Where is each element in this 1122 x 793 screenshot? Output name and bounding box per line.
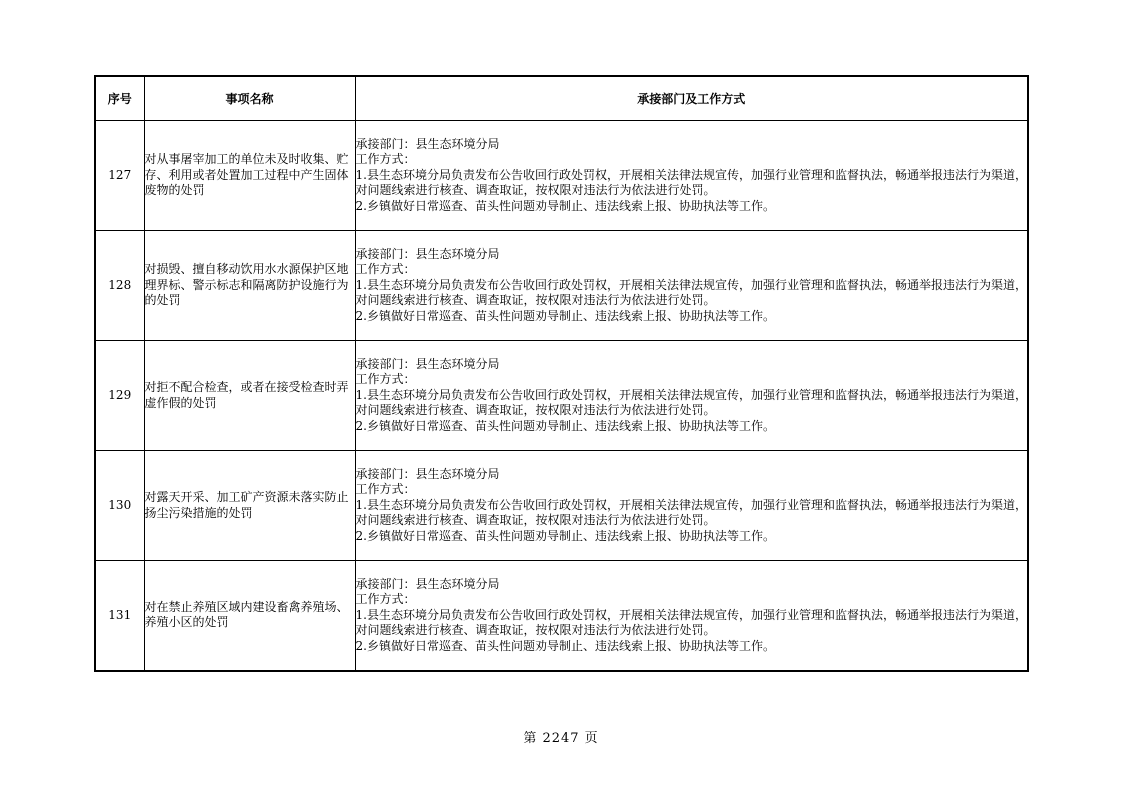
table-row — [95, 561, 1028, 671]
method-item-2: 2.乡镇做好日常巡查、苗头性问题劝导制止、违法线索上报、协助执法等工作。 — [355, 308, 775, 323]
department-label: 承接部门：县生态环境分局 — [355, 136, 500, 151]
matter-name-cell: 对从事屠宰加工的单位未及时收集、贮存、利用或者处置加工过程中产生固体废物的处罚 — [144, 121, 355, 231]
table-row — [95, 121, 1028, 231]
department-label: 承接部门：县生态环境分局 — [355, 466, 500, 481]
header-serial-number: 序号 — [95, 76, 144, 121]
method-label: 工作方式： — [355, 482, 416, 497]
department-method-cell — [355, 341, 1028, 451]
method-label: 工作方式： — [355, 372, 416, 387]
serial-number-cell: 129 — [95, 341, 144, 451]
serial-number-cell: 131 — [95, 561, 144, 671]
department-method-cell — [355, 231, 1028, 341]
matter-name-cell: 对在禁止养殖区域内建设畜禽养殖场、养殖小区的处罚 — [144, 561, 355, 671]
table-body — [95, 121, 1028, 671]
table-header — [95, 76, 1028, 121]
department-label: 承接部门：县生态环境分局 — [355, 356, 500, 371]
department-label: 承接部门：县生态环境分局 — [355, 576, 500, 591]
method-item-2: 2.乡镇做好日常巡查、苗头性问题劝导制止、违法线索上报、协助执法等工作。 — [355, 198, 775, 213]
department-label: 承接部门：县生态环境分局 — [355, 246, 500, 261]
method-item-1: 1.县生态环境分局负责发布公告收回行政处罚权，开展相关法律法规宣传，加强行业管理和监督执法，畅通举报违法行为渠道，对问题线索进行核查、调查取证，按权限对违法行为依法进行处罚。 — [355, 607, 1027, 637]
method-item-1: 1.县生态环境分局负责发布公告收回行政处罚权，开展相关法律法规宣传，加强行业管理和监督执法，畅通举报违法行为渠道，对问题线索进行核查、调查取证，按权限对违法行为依法进行处罚。 — [355, 167, 1027, 198]
method-item-1: 1.县生态环境分局负责发布公告收回行政处罚权，开展相关法律法规宣传，加强行业管理和监督执法，畅通举报违法行为渠道，对问题线索进行核查、调查取证，按权限对违法行为依法进行处罚。 — [355, 387, 1027, 418]
serial-number-cell: 127 — [95, 121, 144, 231]
serial-number-cell: 130 — [95, 451, 144, 561]
header-matter-name: 事项名称 — [144, 76, 355, 121]
method-label: 工作方式： — [355, 152, 416, 167]
method-item-2: 2.乡镇做好日常巡查、苗头性问题劝导制止、违法线索上报、协助执法等工作。 — [355, 638, 775, 653]
method-item-2: 2.乡镇做好日常巡查、苗头性问题劝导制止、违法线索上报、协助执法等工作。 — [355, 418, 775, 433]
table-row — [95, 341, 1028, 451]
method-item-2: 2.乡镇做好日常巡查、苗头性问题劝导制止、违法线索上报、协助执法等工作。 — [355, 528, 775, 543]
method-label: 工作方式： — [355, 592, 416, 606]
header-department-method: 承接部门及工作方式 — [355, 76, 1028, 121]
matters-table — [94, 75, 1029, 672]
page-number: 第 2247 页 — [523, 731, 599, 746]
header-row — [95, 76, 1028, 121]
matter-name-cell: 对损毁、擅自移动饮用水水源保护区地理界标、警示标志和隔离防护设施行为的处罚 — [144, 231, 355, 341]
table-row — [95, 451, 1028, 561]
method-item-1: 1.县生态环境分局负责发布公告收回行政处罚权，开展相关法律法规宣传，加强行业管理和监督执法，畅通举报违法行为渠道，对问题线索进行核查、调查取证，按权限对违法行为依法进行处罚。 — [355, 497, 1027, 528]
department-method-cell — [355, 121, 1028, 231]
method-label: 工作方式： — [355, 262, 416, 277]
serial-number-cell: 128 — [95, 231, 144, 341]
table-row — [95, 231, 1028, 341]
method-item-1: 1.县生态环境分局负责发布公告收回行政处罚权，开展相关法律法规宣传，加强行业管理和监督执法，畅通举报违法行为渠道，对问题线索进行核查、调查取证，按权限对违法行为依法进行处罚。 — [355, 277, 1027, 308]
department-method-cell — [355, 561, 1028, 671]
matter-name-cell: 对露天开采、加工矿产资源未落实防止扬尘污染措施的处罚 — [144, 451, 355, 561]
matter-name-cell: 对拒不配合检查，或者在接受检查时弄虚作假的处罚 — [144, 341, 355, 451]
department-method-cell — [355, 451, 1028, 561]
